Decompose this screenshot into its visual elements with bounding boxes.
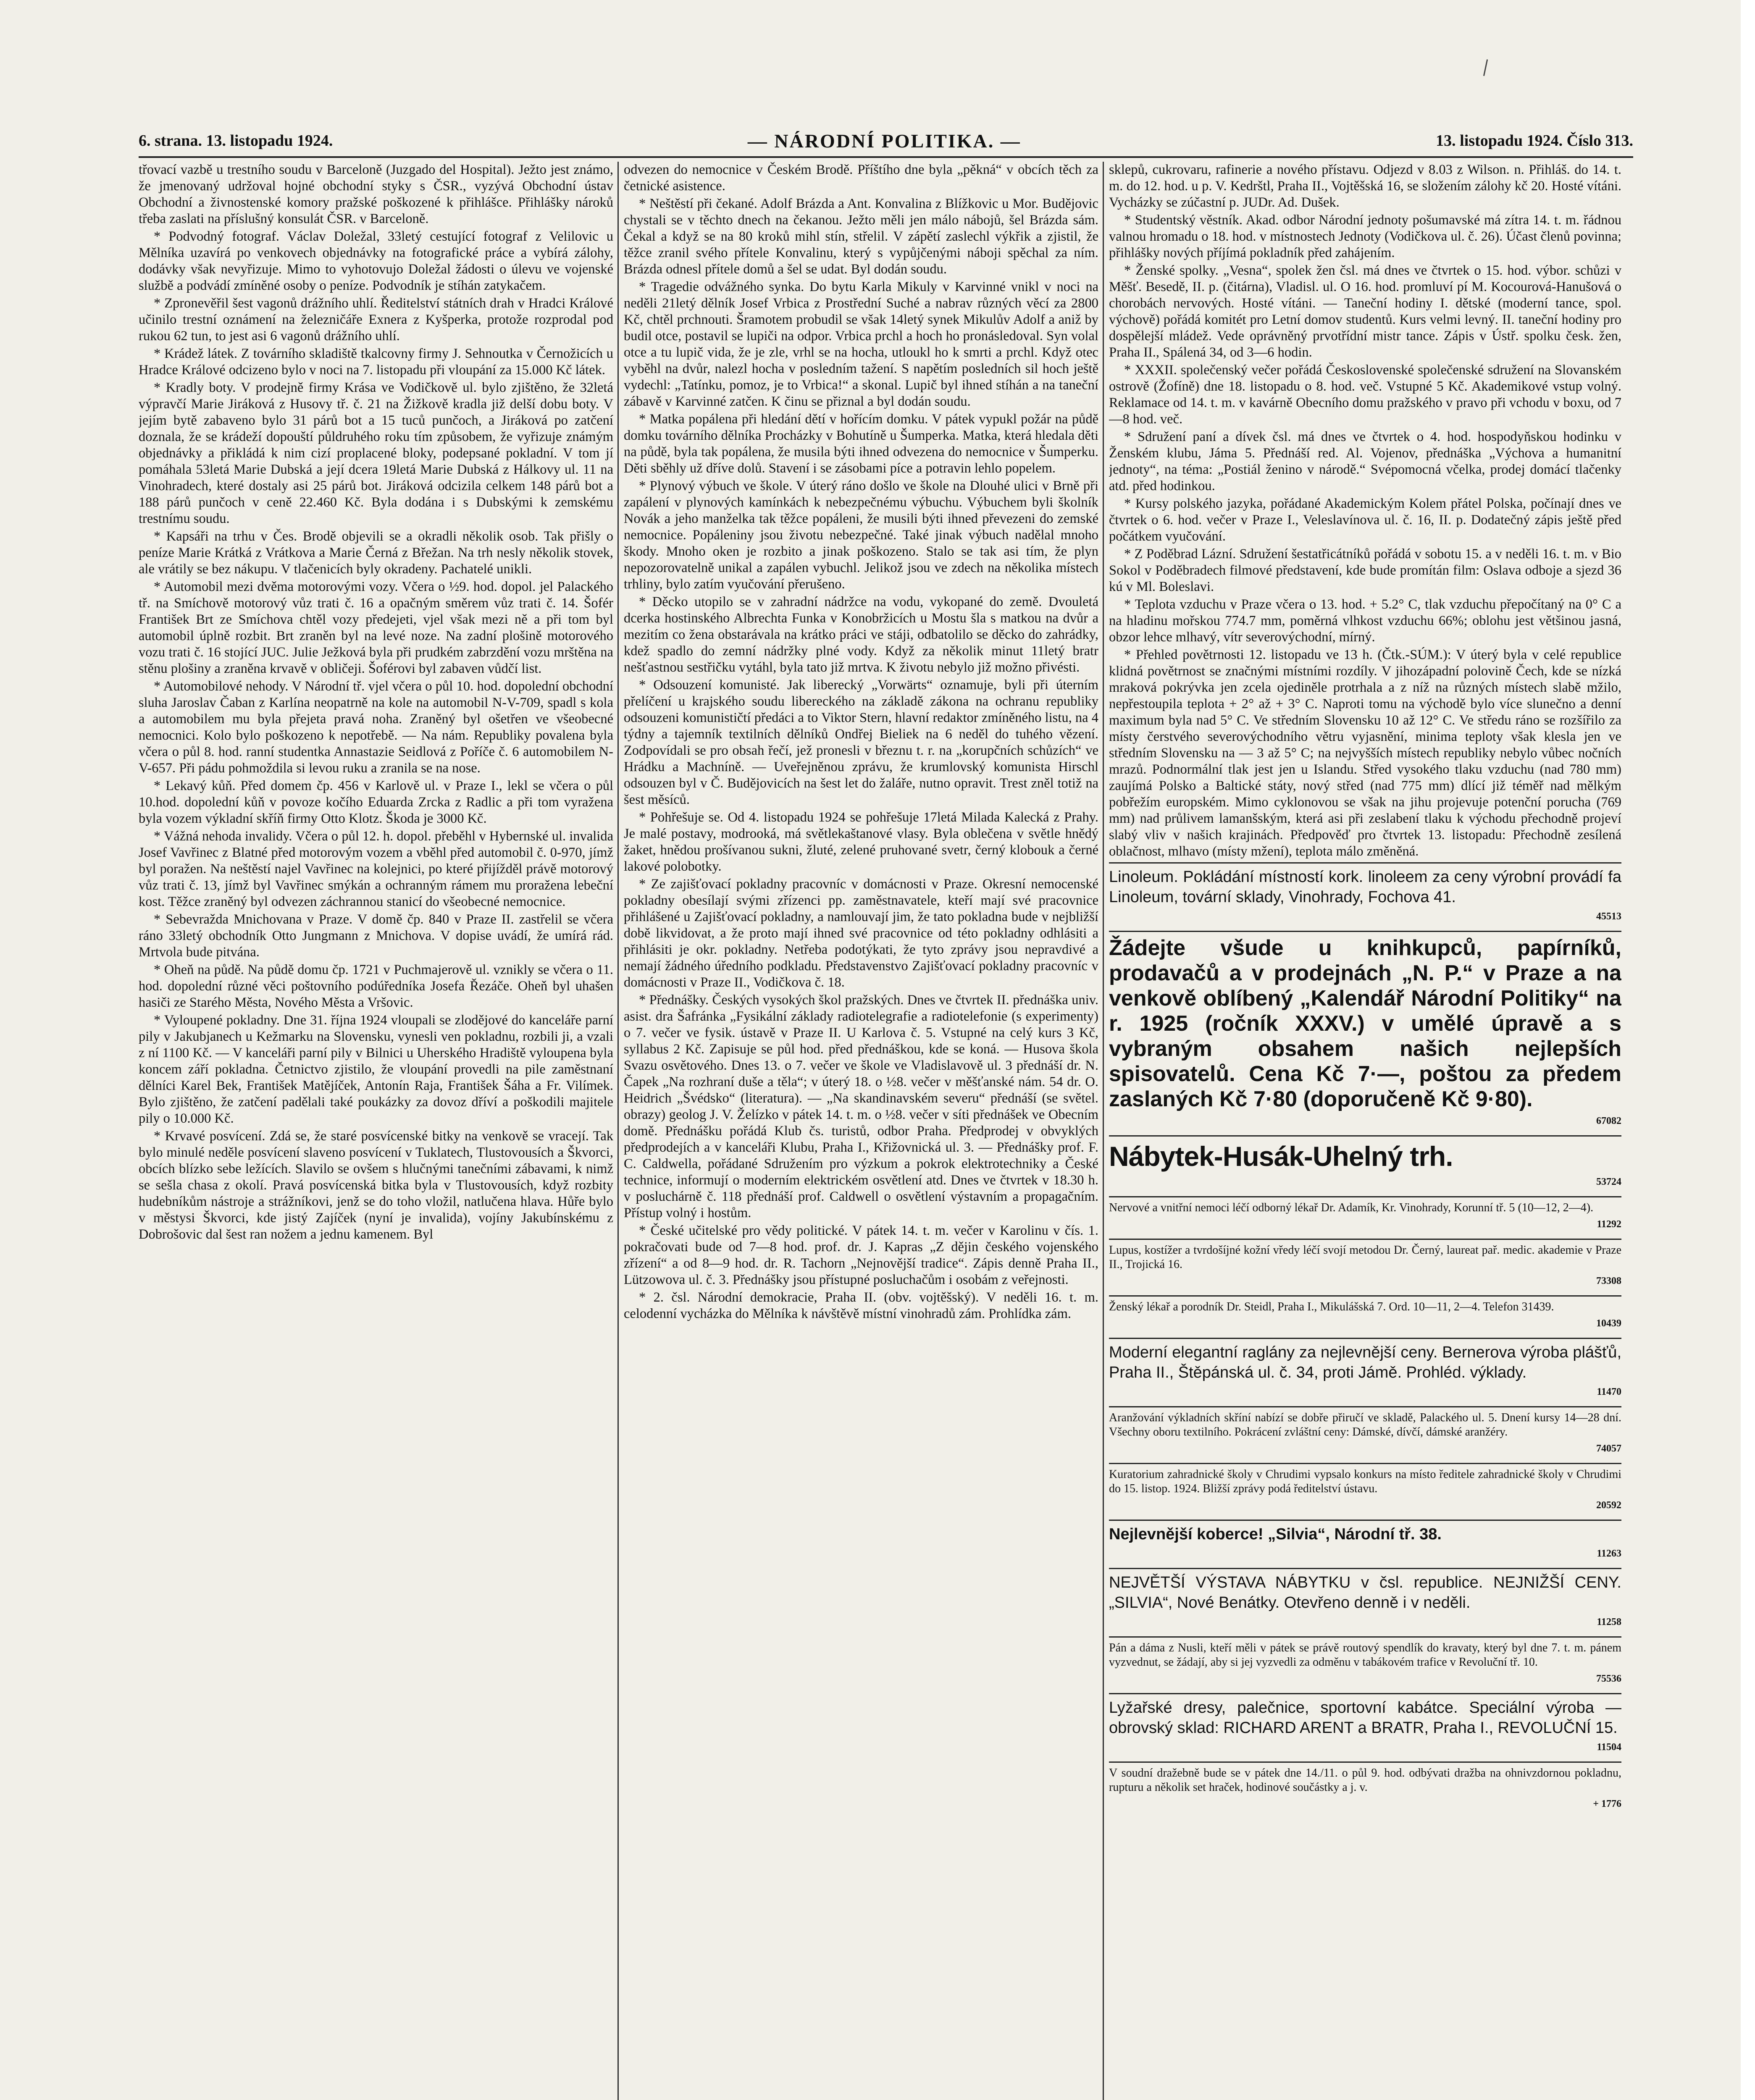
article: * Teplota vzduchu v Praze včera o 13. hod. + 5.2° C, tlak vzduchu přepočítaný na 0° C a na hladinu mořskou 774.7 mm, poměrná vlhkost vzduchu 66%; oblohu jest většinou jasná, obzor lehce mlhavý, vítr severovýchodní, mírný. (1109, 597, 1621, 645)
article: * Neštěstí při čekané. Adolf Brázda a Ant. Konvalina z Blížkovic u Mor. Budějovic chystali se v těchto dnech na čekanou. Ježto měli jen málo nábojů, šel Brázda sám. Čekal a když se na 80 kroků mihl stín, střelil. V zápětí zaslechl výkřik a zjistil, že těžce zranil svého přítele Konvalinu, který s vypůjčenými náboji spěchal za ním. Brázda odnesl přítele domů a šel se udat. Byl dodán soudu. (624, 196, 1098, 277)
page-header (139, 126, 1633, 155)
ad-adamik (1109, 1196, 1621, 1236)
ad-nusl (1109, 1636, 1621, 1690)
ad-text: Nejlevnější koberce! „Silvia“, Národní tř. 38. (1109, 1525, 1442, 1543)
article: * Krádež látek. Z továrního skladiště tkalcovny firmy J. Sehnoutka v Černožicích u Hradce Králové odcizeno bylo v noci na 7. listopadu při vloupání za 15.000 Kč látek. (139, 346, 613, 378)
pencil-mark (1483, 59, 1491, 76)
ad-number: 11470 (1597, 1386, 1621, 1397)
ad-headline: Nábytek-Husák-Uhelný trh. (1109, 1141, 1453, 1172)
ad-text: Nervové a vnitřní nemoci léčí odborný lékař Dr. Adamík, Kr. Vinohrady, Korunní tř. 5 (10—12, 2—4). (1109, 1201, 1594, 1214)
article: * Zpronevěřil šest vagonů drážního uhlí. Ředitelství státních drah v Hradci Králové učinilo trestní oznámení na železničáře Exnera z Kyšperka, protože rozprodal pod rukou 62 tun, to jest asi 6 vagonů drážního uhlí. (139, 296, 613, 344)
ad-steidl (1109, 1295, 1621, 1335)
ad-text: V soudní dražebně bude se v pátek dne 14./11. o půl 9. hod. odbývati dražba na ohnivzdornou pokladnu, rupturu a několik set hraček, hodinové součástky a j. v. (1109, 1767, 1621, 1794)
ad-text: Ženský lékař a porodník Dr. Steidl, Praha I., Mikulášská 7. Ord. 10—11, 2—4. Telefon 31439. (1109, 1300, 1554, 1313)
ad-text: Lupus, kostížer a tvrdošíjné kožní vředy léčí svojí metodou Dr. Černý, laureat pař. medic. akademie v Praze II., Trojická 16. (1109, 1244, 1621, 1271)
article: * Odsouzení komunisté. Jak liberecký „Vorwärts“ oznamuje, byli při úterním přelíčení u krajského soudu libereckého na základě zákona na ochranu republiky odsouzeni komunističtí předáci a to Viktor Stern, hlavní redaktor zmíněného listu, na 4 týdny a tajemník textilních dělníků Ondřej Bieliek na 6 neděl do tuhého vězení. Zodpovídali se pro obsah řečí, jež pronesli v březnu t. r. na „korupčních schůzích“ ve Hrádku a Machníně. — Uveřejněnou zprávu, že krumlovský komunista Hirschl odsouzen byl v Č. Budějovicích na šest let do žaláře, nutno opravit. Trest zněl totiž na šest měsíců. (624, 677, 1098, 807)
article: * Vážná nehoda invalidy. Včera o půl 12. h. dopol. přeběhl v Hybernské ul. invalida Josef Vavřinec z Blatné před motorovým vozem a vběhl před automobil č. 0-970, jímž byl poražen. Na neštěstí najel Vavřinec na kolejnici, po které přijížděl právě motorový vůz trati č. 13, jímž byl Vavřinec smýkán a ochranným rámem mu proražena lebeční kost. Těžce zraněný byl odvezen záchrannou stanicí do všeobecné nemocnice. (139, 829, 613, 909)
article: * Automobilové nehody. V Národní tř. vjel včera o půl 10. hod. dopolední obchodní sluha Jaroslav Čaban z Karlína neopatrně na kole na automobil N-V-709, spadl s kola a automobilem mu byla přejeta pravá noha. Zraněný byl ošetřen ve všeobecné nemocnici. Kolo bylo poškozeno k nepotřebě. — Na nám. Republiky povalena byla včera o půl 8. hod. ranní studentka Annastazie Seidlová z Poříče č. 6 automobilem N-V-657. Při pádu pohmoždila si levou ruku a zranila se na nose. (139, 679, 613, 776)
article: * Sebevražda Mnichovana v Praze. V domě čp. 840 v Praze II. zastřelil se včera ráno 33letý obchodník Otto Jungmann z Mnichova. V dopise uvádí, že umírá rád. Mrtvola bude pitvána. (139, 912, 613, 960)
ad-number: 11263 (1597, 1548, 1621, 1559)
header-left: 6. strana. 13. listopadu 1924. (139, 132, 333, 150)
ad-number: 11292 (1597, 1219, 1621, 1230)
ad-number: 73308 (1596, 1276, 1621, 1286)
column-rule (1103, 162, 1104, 2100)
ad-number: 45513 (1596, 911, 1621, 922)
ad-silvia (1109, 1520, 1621, 1565)
ad-number: 10439 (1596, 1318, 1621, 1329)
ad-text: Kuratorium zahradnické školy v Chrudimi vypsalo konkurs na místo ředitele zahradnické školy v Chrudimi do 15. listop. 1924. Bližší zprávy podá ředitelství ústavu. (1109, 1468, 1621, 1495)
ad-arent (1109, 1693, 1621, 1759)
article: * Kursy polského jazyka, pořádané Akademickým Kolem přátel Polska, počínají dnes ve čtvrtek o 6. hod. večer v Praze I., Veleslavínova ul. č. 16, II. p. Dodatečný zápis ještě před počátkem vyučování. (1109, 496, 1621, 544)
ad-husak (1109, 1135, 1621, 1194)
column-1 (139, 162, 613, 2100)
ad-kalendar (1109, 931, 1621, 1133)
article: * Pohřešuje se. Od 4. listopadu 1924 se pohřešuje 17letá Milada Kalecká z Prahy. Je malé postavy, modrooká, má světlekaštanové vlasy. Byla oblečena v světle hnědý žaket, hnědou prošívanou sukni, žluté, zelené pruhované svetr, černý klobouk a černé lakové polobotky. (624, 810, 1098, 874)
article: * Podvodný fotograf. Václav Doležal, 33letý cestující fotograf z Velilovic u Mělníka uzavírá po venkovech objednávky na fotografické práce a vybírá zálohy, dodávky však nevyřizuje. Mimo to vyhotovujo Doležal žádosti o úlevu ve vojenské službě a podvádí zmíněné osoby o peníze. Podvodník je stíhán zatykačem. (139, 229, 613, 293)
ad-number: + 1776 (1593, 1798, 1621, 1809)
article: * Přehled povětrnosti 12. listopadu ve 13 h. (Čtk.-SÚM.): V úterý byla v celé republice klidná povětrnost se značnými místními rozdíly. V jihozápadní polovině Čech, kde se nízká mraková pokrývka jen zcela ojediněle protrhala a z níž na různých místech slabě mžilo, nepřestoupila teplota + 2° až + 3° C. Naproti tomu na východě bylo více slunečno a denní maximum byla nad 5° C. Ve středním Slovensku 10 až 12° C. Ve středu ráno se rozšířilo za místy čerstvého severovýchodního větru vyjasnění, minima teploty však klesla jen ve středním Slovensku na — 3 až 5° C; na nejvyšších místech republiky nebylo vůbec nočních mrazů. Podnormální tlak jest jen u Islandu. Střed vysokého tlaku vzduchu (nad 780 mm) zaujímá Polsko a Baltické státy, nový střed (nad 775 mm) dlící již téměř nad mělkým pobřežím europském. Mimo cyklonovou se však na jihu projevuje potenční porucha (769 mm) nad průlivem lamanšským, která asi při zeslabení tlaku k východu přechodně projeví slabý vliv v našich krajinách. Předpověď pro čtvrtek 13. listopadu: Přechodně zesílená oblačnost, mlhavo (místy mžení), teplota málo změněná. (1109, 647, 1621, 859)
article: * Vyloupené pokladny. Dne 31. října 1924 vloupali se zlodějové do kanceláře parní pily v Jakubjanech u Kežmarku na Slovensku, vynesli ven pokladnu, rozbili ji, a vzali z ní 1100 Kč. — V kanceláři parní pily v Bilnici u Uherského Hradiště vyloupena byla koncem září pokladna. Četnictvo zjistilo, že vloupání provedli na pile zaměstnaní dělníci Karel Bek, František Matějíček, Antonín Raja, František Šáha a Fr. Vilímek. Bylo zjištěno, že zatčení padělali také poukázky za dovoz dříví a poškodili majitele pily o 10.000 Kč. (139, 1013, 613, 1126)
ad-text: Pán a dáma z Nusli, kteří měli v pátek se právě routový spendlík do kravaty, který byl dne 7. t. m. pánem vyzvednut, se žádají, aby si jej vyzvedli za odměnu v tabákovém trafice v Revoluční tř. 10. (1109, 1641, 1621, 1669)
masthead: — NÁRODNÍ POLITIKA. — (747, 130, 1021, 152)
article: třovací vazbě u trestního soudu v Barceloně (Juzgado del Hospital). Ježto jest známo, že jmenovaný udržoval hojné obchodní styky s ČSR., vyzývá Obchodní ústav Obchodní a živnostenské komory pražské poškozené k přihlášce. Přihlášky nároků třeba zaslati na příslušný konsulát ČSR. v Barceloně. (139, 162, 613, 226)
ad-drazba (1109, 1761, 1621, 1816)
ad-vystava (1109, 1568, 1621, 1634)
header-right: 13. listopadu 1924. Číslo 313. (1436, 132, 1633, 150)
article: * Oheň na půdě. Na půdě domu čp. 1721 v Puchmajerově ul. vznikly se včera o 11. hod. dopolední různé věci poštovního podúředníka Josefa Řezáče. Oheň byl uhašen hasiči ze Starého Města, Nového Města a Vršovic. (139, 962, 613, 1010)
ad-berner (1109, 1338, 1621, 1404)
ad-text: Linoleum. Pokládání místností kork. linoleem za ceny výrobní provádí fa Linoleum, tovární sklady, Vinohrady, Fochova 41. (1109, 868, 1621, 906)
ad-text: Lyžařské dresy, palečnice, sportovní kabátce. Speciální výroba — obrovský sklad: RICHARD ARENT a BRATR, Praha I., REVOLUČNÍ 15. (1109, 1699, 1621, 1737)
ad-text: Žádejte všude u knihkupců, papírníků, prodavačů a v prodejnách „N. P.“ v Praze a na venkově oblíbený „Kalendář Národní Politiky“ na r. 1925 (ročník XXXV.) v umělé úpravě a s vybraným obsahem našich nejlepších spisovatelů. Cena Kč 7·—, poštou za předem zaslaných Kč 7·80 (doporučeně Kč 9·80). (1109, 936, 1621, 1111)
article: sklepů, cukrovaru, rafinerie a nového přístavu. Odjezd v 8.03 z Wilson. n. Přihláš. do 14. t. m. do 12. hod. u p. V. Kedrštl, Praha II., Vojtěšská 16, se složením zálohy kč 20. Hosté vítáni. Vycházky se zúčastní p. JUDr. Ad. Dušek. (1109, 162, 1621, 210)
ad-kuratorium (1109, 1463, 1621, 1517)
ad-number: 11504 (1597, 1742, 1621, 1753)
article: * České učitelské pro vědy politické. V pátek 14. t. m. večer v Karolinu v čís. 1. pokračovati bude od 7—8 hod. prof. dr. J. Kapras „Z dějin českého vojenského zřízení“ a od 8—9 hod. dr. R. Tachorn „Nejnovější tradice“. Zápis denně Praha II., Lützowova ul. č. 3. Přednášky jsou přístupné posluchačům i osobám z veřejnosti. (624, 1223, 1098, 1287)
ad-text: Moderní elegantní raglány za nejlevnější ceny. Bernerova výroba plášťů, Praha II., Štěpánská ul. č. 34, proti Jámě. Prohléd. výklady. (1109, 1344, 1621, 1381)
article: * Automobil mezi dvěma motorovými vozy. Včera o ½9. hod. dopol. jel Palackého tř. na Smíchově motorový vůz trati č. 16 a opačným směrem vůz trati č. 14. Šofér František Brt ze Smíchova chtěl vozy předejeti, vjel však mezi ně a při tom byl automobil úplně rozbit. Brt zraněn byl na levé noze. Na zadní plošině motorového vozu trati č. 16 stojící JUC. Julie Ježková byla při prudkém zabrzdění vozu mrštěna na stěnu plošiny a zraněna krvavě v obličeji. Šoférovi byl zabaven vůdčí list. (139, 579, 613, 676)
article: * Tragedie odvážného synka. Do bytu Karla Mikuly v Karvinné vnikl v noci na neděli 21letý dělník Josef Vrbica z Prostřední Suché a nabrav různých věcí za 2800 Kč, chtěl prchnouti. Šramotem probudil se však 14letý synek Mikulův Adolf a aniž by budil otce, postavil se lupiči na odpor. Vrbica prchl a hoch ho pronásledoval. Syn volal otce a tu lupič vida, že je zle, vrhl se na hocha, utloukl ho k smrti a prchl. Když otec vyběhl na dvůr, nalezl hocha v posledním tažení. S napětím posledních sil hoch ještě vydechl: „Tatínku, pomoz, je to Vrbica!“ a skonal. Lupič byl ihned stíhán a na taneční zábavě v Karvinné zatčen. K činu se přiznal a byl dodán soudu. (624, 279, 1098, 409)
article: * Krvavé posvícení. Zdá se, že staré posvícenské bitky na venkově se vracejí. Tak bylo minulé neděle posvícení slaveno posvícení v Tuklatech, Tlustovousích a Škvorci, obcích blízko sebe ležících. Slavilo se ovšem s hlučnými tanečními zábavami, k nimž se sešla chasa z okolí. Pravá posvícenská bitka byla v Tlustovousích, když rozbity hudebníkům nástroje a strážníkovi, jenž se do toho vložil, natlučena hlava. Hůře bylo v městysi Škvorci, kde jistý Zajíček (nyní je invalida), vojíny Jakubínskému z Dobrošovic dal šest ran nožem a jednu kamenem. Byl (139, 1129, 613, 1242)
ad-number: 67082 (1596, 1116, 1621, 1126)
ad-vyklad (1109, 1406, 1621, 1460)
column-rule (617, 162, 619, 2100)
ad-text: NEJVĚTŠÍ VÝSTAVA NÁBYTKU v čsl. republice. NEJNIŽŠÍ CENY. „SILVIA“, Nové Benátky. Otevřeno denně i v neděli. (1109, 1574, 1621, 1612)
ad-number: 53724 (1596, 1176, 1621, 1187)
ad-cerny (1109, 1239, 1621, 1293)
ad-text: Aranžování výkladních skříní nabízí se dobře přiručí ve skladě, Palackého ul. 5. Dnení kursy 14—28 dní. Všechny oboru textilního. Pokrácení zvláštní ceny: Dámské, dívčí, dámské aranžéry. (1109, 1411, 1621, 1438)
article: * Přednášky. Českých vysokých škol pražských. Dnes ve čtvrtek II. přednáška univ. asist. dra Šafránka „Fysikální základy radiotelegrafie a radiotelefonie (s experimenty) o 7. večer ve fysik. ústavě v Praze II. U Karlova č. 5. Vstupné na celý kurs 3 Kč, syllabus 2 Kč. Zapisuje se půl hod. před přednáškou, kde se koná. — Husova škola Svazu osvětového. Dnes 13. o 7. večer ve škole ve Vladislavově ul. 3 přednáší dr. N. Čapek „Na rozhraní duše a těla“; v úterý 18. o ½8. večer v měšťanské nám. 54 dr. O. Heidrich „Švédsko“ (literatura). — „Na skandinavském severu“ přednáší (se světel. obrazy) geolog J. V. Želízko v pátek 14. t. m. o ½8. večer v síti přednášek ve Obecním domě. Přednášku pořádá Klub čs. turistů, odbor Praha. Předprodej v obvyklých předprodejích a v kanceláři Klubu, Praha I., Křižovnická ul. 3. — Přednášky prof. F. C. Caldwella, pořádané Sdružením pro výzkum a pokrok elektrotechniky a České technice, informují o moderním elektrickém osvětlení atd. Dnes ve čtvrtek v 18.30 h. v posluchárně č. 118 přednáší prof. Caldwell o osvětlení výstavním a propagačním. Přístup volný i hostům. (624, 992, 1098, 1221)
article: * Sdružení paní a dívek čsl. má dnes ve čtvrtek o 4. hod. hospodyňskou hodinku v Ženském klubu, Jáma 5. Přednáší red. Al. Vojenov, přednáška „Výchova a humanitní jednoty“, na téma: „Postiál ženino v národě.“ Svépomocná včelka, prodej domácí tlačenky atd. před hodinkou. (1109, 429, 1621, 494)
column-3 (1109, 162, 1621, 2100)
ad-number: 20592 (1596, 1500, 1621, 1511)
article: * Kradly boty. V prodejně firmy Krása ve Vodičkově ul. bylo zjištěno, že 32letá výpravčí Marie Jiráková z Husovy tř. č. 21 na Žižkově kradla již delší dobu boty. V jejím bytě zabaveno bylo 31 párů bot a 15 tuců punčoch, a Jiráková po zatčení doznala, že se krádeží dopouští půldruhého roku tím způsobem, že vyřizuje známým objednávky a přikládá k nim cizí proplacené bloky, podepsané pokladní. V tom jí pomáhala 53letá Marie Dubská a její dcera 19letá Marie Dubská z Hálkovy ul. 11 na Vinohradech, které dostaly asi 25 párů bot. Jiráková odcizila celkem 148 párů bot a 188 párů punčoch v ceně 22.460 Kč. Byla dodána i s Dubskými k zemskému trestnímu soudu. (139, 380, 613, 526)
article: * Z Poděbrad Lázní. Sdružení šestatřicátníků pořádá v sobotu 15. a v neděli 16. t. m. v Bio Sokol v Poděbradech filmové představení, kde bude promítán film: Oslava odboje a sjezd 36 kú v Ml. Boleslavi. (1109, 546, 1621, 594)
ad-number: 74057 (1596, 1443, 1621, 1454)
article: * Plynový výbuch ve škole. V úterý ráno došlo ve škole na Dlouhé ulici v Brně při zapálení v plynových kamínkách k nebezpečnému výbuchu. Výbuchem byli školník Novák a jeho manželka tak těžce popáleni, že musili býti ihned převezeni do zemské nemocnice. Popáleniny jsou životu nebezpečné. Také jinak výbuch nadělal mnoho škody. Mnoho oken je rozbito a jinak poškozeno. Stalo se tak asi tím, že plyn nepozorovatelně unikal a zapálen vybuchl. Jelikož jsou ve zdech na několika místech trhliny, bylo zatím vyučování přerušeno. (624, 478, 1098, 592)
article: * Kapsáři na trhu v Čes. Brodě objevili se a okradli několik osob. Tak přišly o peníze Marie Krátká z Vrátkova a Marie Černá z Břežan. Na trh nesly několik stovek, ale vrátily se bez nákupu. V tlačenicích byly okradeny. Pachatelé unikli. (139, 529, 613, 577)
article: * XXXII. společenský večer pořádá Československé společenské sdružení na Slovanském ostrově (Žofíně) dne 18. listopadu o 8. hod. več. Vstupné 5 Kč. Akademikové vstup volný. Reklamace od 14. t. m. v kavárně Obecního domu pražského v pravo při vchodu v boxu, od 7—8 hod. več. (1109, 362, 1621, 427)
ad-number: 75536 (1596, 1673, 1621, 1684)
article: odvezen do nemocnice v Českém Brodě. Příštího dne byla „pěkná“ v obcích těch za četnické asistence. (624, 162, 1098, 194)
page-edge (1741, 0, 1755, 2100)
header-rule (139, 156, 1633, 158)
article: * 2. čsl. Národní demokracie, Praha II. (obv. vojtěšský). V neděli 16. t. m. celodenní vycházka do Mělníka k návštěvě místní vinohradů zám. Prohlídka zám. (624, 1290, 1098, 1321)
article: * Lekavý kůň. Před domem čp. 456 v Karlově ul. v Praze I., lekl se včera o půl 10.hod. dopolední kůň v povoze kočího Eduarda Zrcka z Radlic a při tom vyražena byla vozem výkladní skříň firmy Otto Klotz. Škoda je 3000 Kč. (139, 778, 613, 826)
article: * Děcko utopilo se v zahradní nádržce na vodu, vykopané do země. Dvouletá dcerka hostinského Albrechta Funka v Konobržicích u Mostu šla s matkou na dvůr a mezitím co žena obstarávala na krátko práci ve stáji, odbatolilo se děcko do zahrádky, kdež spadlo do zemní nádržky plné vody. Když za několik minut 11letý bratr nešťastnou sestřičku vytáhl, byla tato již mrtva. K životu nebylo již možno přivésti. (624, 594, 1098, 675)
article: * Ženské spolky. „Vesna“, spolek žen čsl. má dnes ve čtvrtek o 15. hod. výbor. schůzi v Měšť. Besedě, II. p. (čitárna), Vladisl. ul. O 16. hod. promluví pí M. Kocourová-Hanušová o chorobách nervových. Hosté vítáni. — Taneční hodiny I. dětské (moderní tance, spol. výchově) pořádá komitét pro Letní domov studentů. Kurs velmi levný. II. taneční hodiny pro dospělejší mládež. Vede oprávněný prvotřídní mistr tance. Zápis v Ústř. spolku česk. žen, Praha II., Spálená 34, od 3—6 hodin. (1109, 263, 1621, 360)
ad-number: 11258 (1597, 1617, 1621, 1628)
article: * Studentský věstník. Akad. odbor Národní jednoty pošumavské má zítra 14. t. m. řádnou valnou hromadu o 18. hod. v místnostech Jednoty (Vodičkova ul. č. 26). Účast členů povinna; přihlášky nových příjímá pokladník před zahájením. (1109, 213, 1621, 260)
column-2 (624, 162, 1098, 2100)
article: * Ze zajišťovací pokladny pracovníc v domácnosti v Praze. Okresní nemocenské pokladny obesílají svými zřízenci pp. zaměstnavatele, kteří mají své pracovnice přihlášené u Zajišťovací pokladny, a namlouvají jim, že tato pokladna bude v nejbližší době likvidovat, a že proto mají ihned své pracovnice od této pokladny odhlásiti a přihlásiti je okr. pokladny. Netřeba podotýkati, že tyto zprávy jsou nepravdivé a nemají žádného úředního podkladu. Představenstvo Zajišťovací pokladny pracovníc v domácnosti v Praze II., Vodičkova č. 18. (624, 877, 1098, 990)
ad-linoleum (1109, 862, 1621, 928)
article: * Matka popálena při hledání dětí v hořícím domku. V pátek vypukl požár na půdě domku továrního dělníka Procházky v Bohutíně u Šumperka. Matka, která hledala děti na půdě, byla tak popálena, že musila býti ihned odvezena do nemocnice v Šumperku. Děti sběhly už dříve dolů. Stavení i se zásobami píce a potravin lehlo popelem. (624, 412, 1098, 476)
